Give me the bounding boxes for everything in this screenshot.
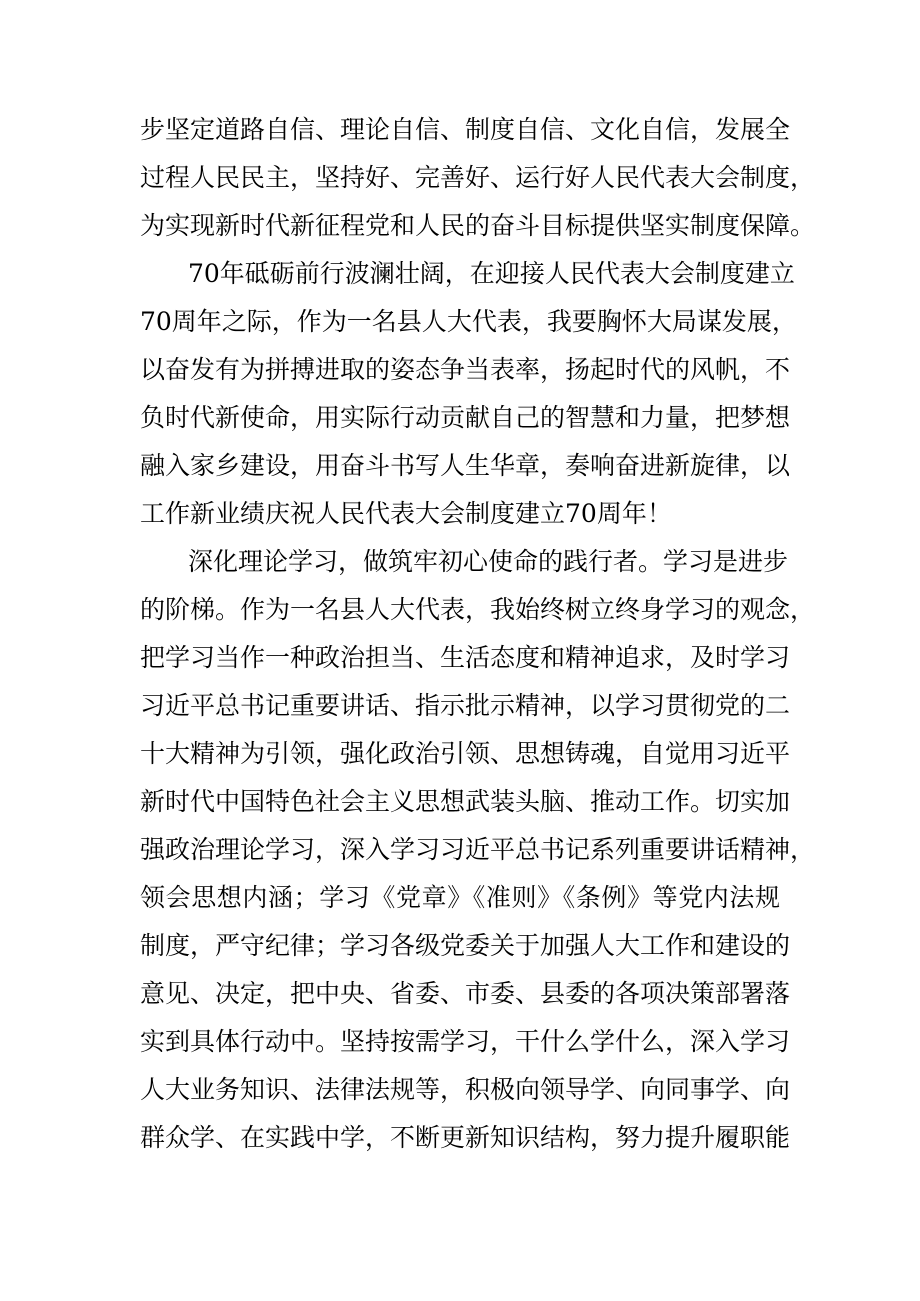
text-line: 70周年之际，作为一名县人大代表，我要胸怀大局谋发展，: [140, 307, 797, 336]
text-line: 70年砥砺前行波澜壮阔，在迎接人民代表大会制度建立: [188, 259, 795, 288]
text-line: 以奋发有为拼搏进取的姿态争当表率，扬起时代的风帆，不: [140, 355, 791, 384]
text-line: 意见、决定，把中央、省委、市委、县委的各项决策部署落: [140, 979, 791, 1008]
text-line: 把学习当作一种政治担当、生活态度和精神追求，及时学习: [140, 643, 791, 672]
text-line: 过程人民民主，坚持好、完善好、运行好人民代表大会制度，: [140, 163, 816, 192]
text-line: 新时代中国特色社会主义思想武装头脑、推动工作。切实加: [140, 787, 791, 816]
text-line: 强政治理论学习，深入学习习近平总书记系列重要讲话精神，: [140, 835, 816, 864]
text-line: 制度，严守纪律；学习各级党委关于加强人大工作和建设的: [140, 931, 791, 960]
text-line: 步坚定道路自信、理论自信、制度自信、文化自信，发展全: [140, 115, 791, 144]
text-line: 十大精神为引领，强化政治引领、思想铸魂，自觉用习近平: [140, 739, 791, 768]
text-line: 领会思想内涵；学习《党章》《准则》《条例》等党内法规: [140, 883, 780, 912]
text-line: 人大业务知识、法律法规等，积极向领导学、向同事学、向: [140, 1075, 791, 1104]
text-line: 工作新业绩庆祝人民代表大会制度建立70周年！: [140, 499, 672, 528]
text-line: 融入家乡建设，用奋斗书写人生华章，奏响奋进新旋律，以: [140, 451, 791, 480]
text-line: 实到具体行动中。坚持按需学习，干什么学什么，深入学习: [140, 1027, 791, 1056]
text-line: 深化理论学习，做筑牢初心使命的践行者。学习是进步: [188, 547, 789, 576]
text-line: 群众学、在实践中学，不断更新知识结构，努力提升履职能: [140, 1123, 791, 1152]
text-line: 负时代新使命，用实际行动贡献自己的智慧和力量，把梦想: [140, 403, 791, 432]
text-line: 习近平总书记重要讲话、指示批示精神，以学习贯彻党的二: [140, 691, 791, 720]
text-line: 为实现新时代新征程党和人民的奋斗目标提供坚实制度保障。: [140, 211, 816, 240]
text-line: 的阶梯。作为一名县人大代表，我始终树立终身学习的观念，: [140, 595, 816, 624]
